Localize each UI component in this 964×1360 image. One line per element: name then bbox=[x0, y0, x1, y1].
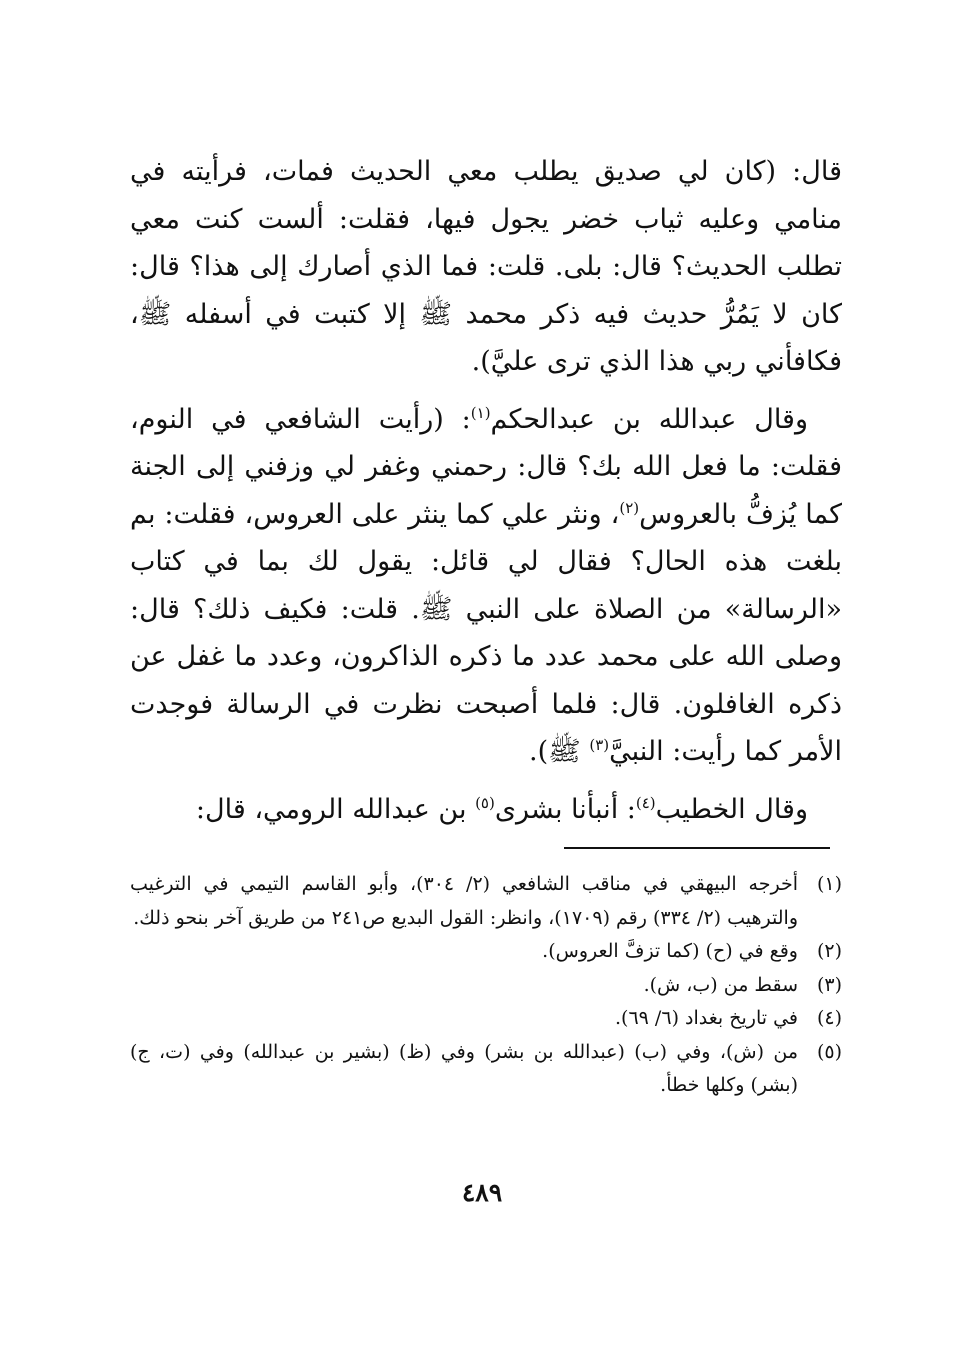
paragraph-3-text-c: بن عبدالله الرومي، قال: bbox=[195, 793, 476, 825]
footnote-number: (٥) bbox=[816, 1040, 842, 1063]
footnote-ref-5: (٥) bbox=[475, 793, 495, 812]
paragraph-3-text-a: وقال الخطيب bbox=[655, 793, 808, 825]
footnote-item bbox=[130, 1002, 842, 1036]
paragraph-2-text-d: ﷺ). bbox=[529, 736, 590, 767]
footnote-number: (٢) bbox=[816, 940, 842, 962]
footnote-item bbox=[130, 1036, 842, 1103]
footnote-text: من (ش)، وفي (ب) (عبدالله بن بشر) وفي (ظ) (بشير بن عبدالله) وفي (ت، ج) (بشر) وكلها خطأ. bbox=[130, 1040, 798, 1096]
paragraph-3 bbox=[130, 786, 842, 834]
paragraph-2 bbox=[130, 396, 842, 776]
paragraph-1 bbox=[130, 148, 842, 386]
paragraph-3-text-b: : أنبأنا بشرى bbox=[494, 793, 636, 825]
footnote-number: (٣) bbox=[816, 973, 842, 996]
footnote-ref-3: (٣) bbox=[589, 736, 610, 754]
footnote-number: (٤) bbox=[816, 1007, 842, 1029]
footnote-item bbox=[130, 868, 842, 935]
main-text bbox=[130, 148, 842, 833]
paragraph-2-text-c: ، ونثر علي كما ينثر على العروس، فقلت: بم بلغت هذه الحال؟ فقال لي قائل: يقول لك بما في كتاب «الرسالة» من الصلاة على النبي ﷺ. قلت: فكيف ذلك؟ قال: وصلى الله على محمد عدد ما ذكره الذاكرون، وعدد ما غفل عن ذكره الغافلون. قال: فلما أصبحت نظرت في الرسالة فوجدت الأمر كما رأيت: النبيَّ bbox=[130, 498, 842, 767]
paragraph-2-text-a: وقال عبدالله بن عبدالحكم bbox=[490, 403, 809, 435]
footnote-text: وقع في (ح) (كما تزفَّ العروس). bbox=[542, 940, 798, 962]
footnote-item bbox=[130, 935, 842, 969]
footnotes bbox=[130, 868, 842, 1103]
paragraph-1-text: قال: (كان لي صديق يطلب معي الحديث فمات، فرأيته في منامي وعليه ثياب خضر يجول فيها، فقلت: ألست كنت معي تطلب الحديث؟ قال: بلى. قلت: فما الذي أصارك إلى هذا؟ قال: كان لا يَمُرُّ حديث فيه ذكر محمد ﷺ إلا كتبت في أسفله ﷺ، فكافأني ربي هذا الذي ترى عليَّ). bbox=[130, 156, 842, 377]
footnote-text: في تاريخ بغداد (٦/ ٦٩). bbox=[615, 1007, 798, 1029]
footnote-ref-4: (٤) bbox=[635, 793, 656, 812]
footnote-number: (١) bbox=[816, 873, 842, 895]
footnote-ref-1: (١) bbox=[470, 403, 491, 422]
footnote-text: سقط من (ب، ش). bbox=[643, 973, 798, 996]
footnote-separator bbox=[564, 847, 830, 849]
paragraph-2-text-b: : (رأيت الشافعي في النوم، فقلت: ما فعل الله بك؟ قال: رحمني وغفر لي وزفني إلى الجنة كما يُزفُّ بالعروس bbox=[130, 403, 842, 530]
footnote-item bbox=[130, 969, 842, 1003]
footnote-ref-2: (٢) bbox=[619, 498, 640, 517]
footnote-text: أخرجه البيهقي في مناقب الشافعي (٢/ ٣٠٤)، وأبو القاسم التيمي في الترغيب والترهيب (٢/ ٣٣٤) رقم (١٧٠٩)، وانظر: القول البديع ص٢٤١ من طريق آخر بنحو ذلك. bbox=[130, 873, 799, 929]
page-number: ٤٨٩ bbox=[461, 1178, 503, 1207]
